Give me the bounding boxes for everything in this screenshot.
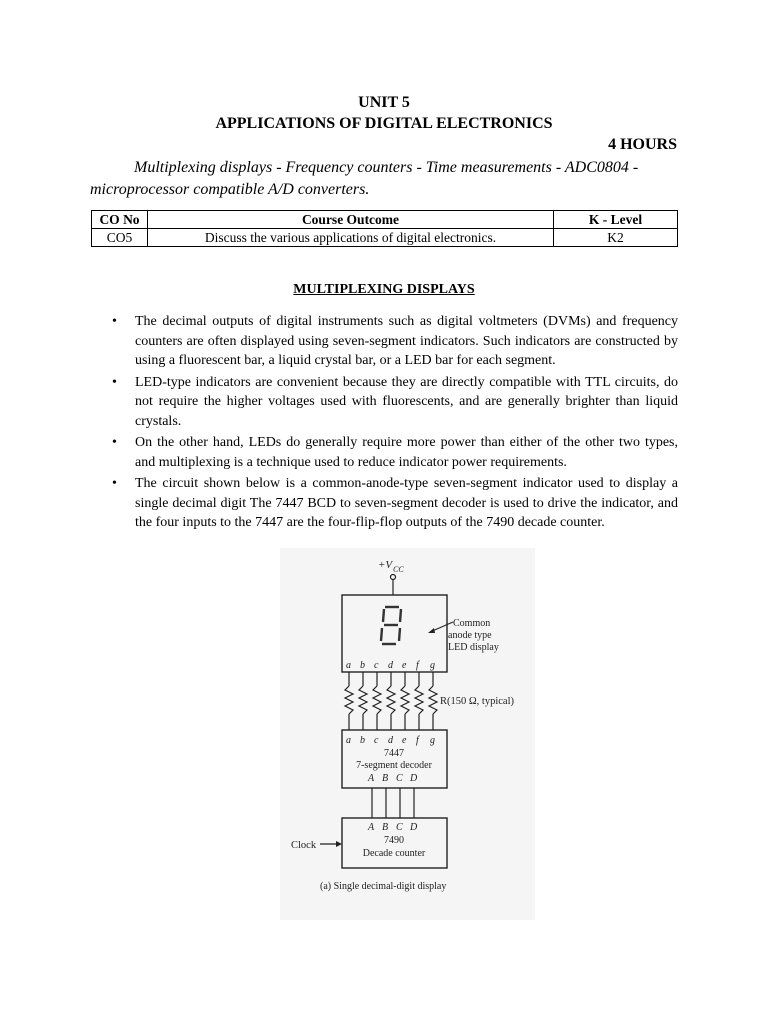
list-item: • LED-type indicators are convenient because they are directly compatible with TTL circuits, do not require the higher voltages used with fluorescents, and are generally brighter than liquid crystals. [110,373,678,432]
table-header-row [92,211,678,229]
clock-label: Clock [291,840,317,851]
svg-text:g: g [430,735,435,746]
bullet-list [110,312,678,535]
svg-text:e: e [402,660,407,671]
cell-course-outcome: Discuss the various applications of digital electronics. [148,229,554,247]
svg-text:C: C [396,822,403,833]
svg-text:D: D [410,773,418,784]
figure-caption: (a) Single decimal-digit display [320,881,447,892]
list-item: • On the other hand, LEDs do generally require more power than either of the other two types, and multiplexing is a technique used to reduce indicator power requirements. [110,433,678,472]
unit-topics: Multiplexing displays - Frequency counters - Time measurements - ADC0804 - microprocessor compatible A/D converters. [90,159,639,198]
decoder-part-number: 7447 [384,748,404,759]
svg-text:B: B [382,773,389,784]
svg-text:B: B [382,822,389,833]
unit-number: UNIT 5 [358,94,410,111]
svg-text:f: f [416,735,419,746]
svg-text:D: D [410,822,418,833]
vcc-subscript: CC [393,565,404,574]
svg-text:d: d [388,660,393,671]
svg-text:g: g [430,660,435,671]
decoder-name: 7-segment decoder [356,760,432,771]
svg-text:A: A [368,822,375,833]
svg-text:c: c [374,735,379,746]
table-row [92,229,678,247]
svg-text:b: b [360,660,365,671]
display-note-line-2: anode type [448,630,492,641]
unit-title: APPLICATIONS OF DIGITAL ELECTRONICS [215,115,553,132]
header-co-no: CO No [92,211,148,229]
vcc-label: +V [378,559,393,571]
svg-text:f: f [416,660,419,671]
svg-text:d: d [388,735,393,746]
cell-co-no: CO5 [92,229,148,247]
list-item: • The decimal outputs of digital instruments such as digital voltmeters (DVMs) and frequency counters are often displayed using seven-segment indicators. Such indicators are constructed by using a fluorescent bar, a liquid crystal bar, or a LED bar for each segment. [110,312,678,371]
section-heading: MULTIPLEXING DISPLAYS [293,282,475,297]
svg-text:a: a [346,660,351,671]
counter-name: Decade counter [362,848,426,859]
course-outcome-table [91,210,678,247]
resistor-label: R(150 Ω, typical) [440,696,514,707]
svg-text:c: c [374,660,379,671]
unit-hours: 4 HOURS [608,136,677,153]
header-course-outcome: Course Outcome [148,211,554,229]
svg-text:b: b [360,735,365,746]
counter-part-number: 7490 [384,835,404,846]
header-k-level: K - Level [554,211,678,229]
svg-text:a: a [346,735,351,746]
list-item: • The circuit shown below is a common-anode-type seven-segment indicator used to display a single decimal digit The 7447 BCD to seven-segment decoder is used to drive the indicator, and the four inputs to the 7447 are the four-flip-flop outputs of the 7490 decade counter. [110,474,678,533]
circuit-figure [280,548,535,920]
svg-text:C: C [396,773,403,784]
circuit-diagram [280,548,535,920]
svg-text:A: A [368,773,375,784]
svg-text:e: e [402,735,407,746]
cell-k-level: K2 [554,229,678,247]
display-note-line-3: LED display [448,642,499,653]
display-note-line-1: Common [453,618,491,629]
